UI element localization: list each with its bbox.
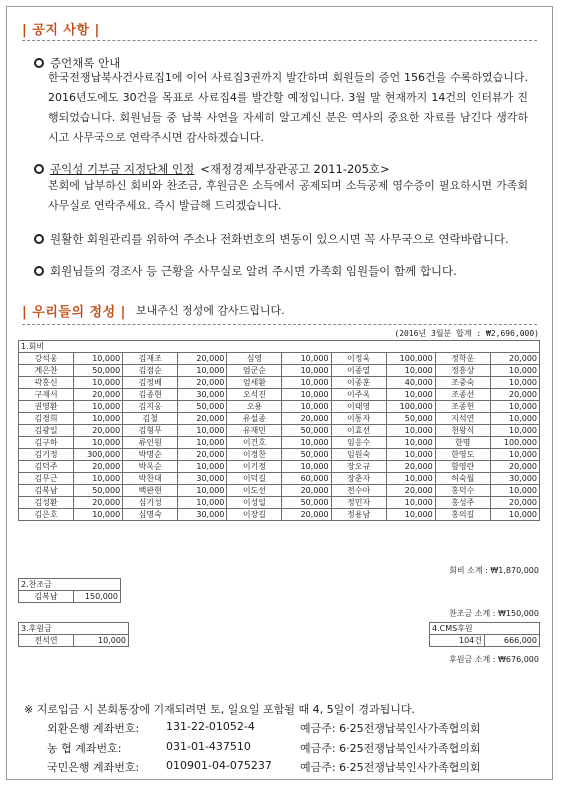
donor-amount: 20,000	[74, 497, 123, 509]
donor-name: 류인원	[123, 437, 178, 449]
donor-name: 박옥순	[123, 461, 178, 473]
donor-name: 이태영	[331, 401, 386, 413]
donor-amount: 10,000	[282, 365, 331, 377]
donor-amount: 10,000	[178, 425, 227, 437]
donor-name: 정학운	[435, 353, 490, 365]
donor-amount: 10,000	[386, 389, 435, 401]
notice-item-4-head: 회원님들의 경조사 등 근황을 사무실로 알려 주시면 가족회 임원들이 함께 합니다.	[50, 264, 457, 278]
donor-name: 유설종	[227, 413, 282, 425]
donor-name: 이통자	[331, 413, 386, 425]
donor-name: 천왕식	[435, 425, 490, 437]
donor-amount: 30,000	[178, 509, 227, 521]
donor-name: 홍덕수	[435, 485, 490, 497]
notice-item-1-head: 증언채록 안내	[50, 56, 121, 70]
donor-amount: 50,000	[282, 497, 331, 509]
donor-name: 임응수	[331, 437, 386, 449]
donor-name: 이주옥	[331, 389, 386, 401]
table-row	[19, 461, 540, 473]
table-row	[19, 377, 540, 389]
donor-name: 전수아	[331, 485, 386, 497]
donor-name: 김점순	[123, 365, 178, 377]
donor-name: 함영란	[435, 461, 490, 473]
donor-name: 김광일	[19, 425, 74, 437]
notice-item-2-body: 본회에 납부하신 회비와 찬조금, 후원금은 소득에서 공제되며 소득공제 영수증이 필요하시면 가족회 사무실로 연락주세요. 즉시 발급해 드리겠습니다.	[48, 179, 528, 212]
donor-name: 이덕길	[227, 473, 282, 485]
donor-amount: 10,000	[490, 509, 539, 521]
table-row	[19, 401, 540, 413]
donor-name: 이도선	[227, 485, 282, 497]
donor-amount: 10,000	[178, 365, 227, 377]
donor-amount: 10,000	[490, 365, 539, 377]
notice-item-3-head: 원활한 회원관리를 위하여 주소나 전화번호의 변동이 있으시면 꼭 사무국으로 연락바랍니다.	[50, 232, 509, 246]
donor-name: 이경찬	[227, 449, 282, 461]
donor-name: 이종열	[331, 365, 386, 377]
donor-name: 구재서	[19, 389, 74, 401]
donor-amount: 10,000	[386, 425, 435, 437]
donor-amount: 10,000	[282, 401, 331, 413]
donor-amount: 100,000	[386, 353, 435, 365]
donor-name: 계은찬	[19, 365, 74, 377]
sponsorship-total: 찬조금 소계 : ₩150,000	[449, 609, 539, 618]
account-3-holder: 예금주: 6·25전쟁납북인사가족협의회	[300, 761, 481, 774]
donor-amount: 40,000	[386, 377, 435, 389]
donor-amount: 10,000	[74, 509, 123, 521]
donor-name: 정흥상	[435, 365, 490, 377]
account-1-number: 131-22-01052-4	[166, 720, 255, 733]
donor-amount: 10,000	[74, 401, 123, 413]
table-row	[19, 437, 540, 449]
donor-amount: 30,000	[490, 473, 539, 485]
table-row	[19, 365, 540, 377]
donor-name: 허숙월	[435, 473, 490, 485]
donor-amount: 10,000	[282, 377, 331, 389]
donor-amount: 20,000	[282, 485, 331, 497]
donor-amount: 50,000	[386, 413, 435, 425]
donor-name: 김경희	[19, 413, 74, 425]
donor-amount: 30,000	[178, 389, 227, 401]
table-row	[19, 449, 540, 461]
donor-amount: 100,000	[490, 437, 539, 449]
support-table	[18, 622, 540, 647]
donor-amount: 20,000	[178, 449, 227, 461]
sponsor-name: 김복남	[19, 591, 74, 603]
sponsor-amount: 150,000	[74, 591, 121, 603]
donor-name: 김형무	[123, 425, 178, 437]
bullet-icon	[34, 58, 44, 68]
donor-name: 심영	[227, 353, 282, 365]
donor-name: 장춘자	[331, 473, 386, 485]
donor-amount: 50,000	[74, 485, 123, 497]
donor-name: 한명	[435, 437, 490, 449]
donations-title: | 우리들의 정성 |	[22, 305, 126, 320]
membership-label: 1.회비	[19, 341, 540, 353]
donor-amount: 10,000	[490, 377, 539, 389]
donor-amount: 10,000	[282, 389, 331, 401]
account-3-bank: 국민은행 계좌번호:	[47, 761, 140, 774]
donor-name: 김재조	[123, 353, 178, 365]
donor-name: 심기성	[123, 497, 178, 509]
donor-amount: 10,000	[386, 509, 435, 521]
notice-item-4	[34, 263, 457, 279]
donor-name: 조종선	[435, 389, 490, 401]
account-1-bank: 외환은행 계좌번호:	[47, 722, 140, 735]
donor-amount: 10,000	[74, 473, 123, 485]
donor-name: 오용	[227, 401, 282, 413]
donor-name: 김복남	[19, 485, 74, 497]
donor-amount: 50,000	[282, 425, 331, 437]
donor-name: 유재민	[227, 425, 282, 437]
donor-amount: 10,000	[178, 485, 227, 497]
donations-divider	[22, 324, 537, 325]
donor-amount: 20,000	[74, 389, 123, 401]
donor-name: 이기정	[227, 461, 282, 473]
donor-amount: 20,000	[74, 425, 123, 437]
donor-amount: 20,000	[490, 389, 539, 401]
table-row	[19, 389, 540, 401]
donor-name: 심명숙	[123, 509, 178, 521]
account-2-bank: 농 협 계좌번호:	[47, 742, 122, 755]
account-3-number: 010901-04-075237	[166, 759, 272, 772]
donor-amount: 300,000	[74, 449, 123, 461]
donor-amount: 10,000	[74, 377, 123, 389]
table-row	[19, 497, 540, 509]
donor-amount: 10,000	[282, 437, 331, 449]
account-2-number: 031-01-437510	[166, 740, 251, 753]
donor-amount: 10,000	[386, 449, 435, 461]
support-label: 3.후원금	[19, 623, 129, 635]
donor-amount: 20,000	[74, 461, 123, 473]
donor-amount: 10,000	[178, 461, 227, 473]
donor-amount: 50,000	[282, 449, 331, 461]
table-row	[19, 509, 540, 521]
donor-name: 이효선	[331, 425, 386, 437]
donor-amount: 20,000	[386, 485, 435, 497]
notice-item-2-note: <재정경제부장관공고 2011-205호>	[200, 162, 390, 176]
notice-item-3	[34, 231, 509, 247]
donor-name: 이건호	[227, 437, 282, 449]
donor-name: 김무근	[19, 473, 74, 485]
donor-amount: 10,000	[490, 413, 539, 425]
cms-count: 104건	[430, 635, 485, 647]
donor-name: 오석진	[227, 389, 282, 401]
bullet-icon	[34, 266, 44, 276]
donor-amount: 10,000	[386, 497, 435, 509]
donor-name: 엄군순	[227, 365, 282, 377]
donor-name: 조종헌	[435, 401, 490, 413]
bullet-icon	[34, 234, 44, 244]
donor-amount: 100,000	[386, 401, 435, 413]
donor-amount: 20,000	[178, 377, 227, 389]
donor-amount: 10,000	[386, 473, 435, 485]
donor-name: 정용남	[331, 509, 386, 521]
donor-amount: 10,000	[490, 449, 539, 461]
cms-amount: 666,000	[485, 635, 540, 647]
donor-name: 홍의길	[435, 509, 490, 521]
donor-name: 권영환	[19, 401, 74, 413]
notice-item-2	[34, 161, 390, 177]
sponsorship-table	[18, 578, 121, 603]
table-row	[19, 485, 540, 497]
donor-amount: 20,000	[178, 353, 227, 365]
donor-amount: 20,000	[386, 461, 435, 473]
donor-name: 엄세환	[227, 377, 282, 389]
donor-amount: 60,000	[282, 473, 331, 485]
donor-amount: 10,000	[490, 425, 539, 437]
donor-name: 김철	[123, 413, 178, 425]
donor-name: 곽홍신	[19, 377, 74, 389]
donor-amount: 10,000	[386, 365, 435, 377]
donor-name: 이장길	[227, 509, 282, 521]
notice-item-2-head: 공익성 기부금 지정단체 인정	[50, 162, 195, 176]
membership-total: 회비 소계 : ₩1,870,000	[449, 566, 539, 575]
notice-title: | 공지 사항 |	[22, 23, 100, 38]
donor-amount: 20,000	[490, 497, 539, 509]
donor-amount: 10,000	[282, 353, 331, 365]
cms-label: 4.CMS후원	[430, 623, 540, 635]
donor-name: 이종훈	[331, 377, 386, 389]
donor-name: 임원숙	[331, 449, 386, 461]
sponsorship-label: 2.찬조금	[19, 579, 121, 591]
donor-name: 박찬대	[123, 473, 178, 485]
notice-item-1-body: 한국전쟁납북사건사료집1에 이어 사료집3권까지 발간하며 회원들의 증언 156건을 수록하였습니다. 2016년도에도 30건을 목표로 사료집4를 발간할 예정입니다. 3월 말 현재까지 14건의 인터뷰가 진행되었습니다. 회원님들 중 납북 사연을 자세히 알고계신 분은 역사의 중요한 자료를 남긴다 생각하시고 사무국으로 연락주시면 감사하겠습니다.	[48, 71, 528, 144]
donor-amount: 20,000	[490, 353, 539, 365]
donor-amount: 50,000	[74, 365, 123, 377]
donor-name: 장오규	[331, 461, 386, 473]
donor-name: 김덕주	[19, 461, 74, 473]
account-2-holder: 예금주: 6·25전쟁납북인사가족협의회	[300, 742, 481, 755]
donor-amount: 10,000	[178, 437, 227, 449]
table-row	[19, 425, 540, 437]
table-row	[19, 413, 540, 425]
support-name: 전석연	[19, 635, 74, 647]
donor-name: 김구하	[19, 437, 74, 449]
donor-amount: 10,000	[74, 437, 123, 449]
donor-name: 김지웅	[123, 401, 178, 413]
donor-amount: 10,000	[282, 461, 331, 473]
donor-name: 강석웅	[19, 353, 74, 365]
donor-name: 조중숙	[435, 377, 490, 389]
donor-name: 홍성주	[435, 497, 490, 509]
donor-amount: 50,000	[178, 401, 227, 413]
bullet-icon	[34, 164, 44, 174]
donor-amount: 10,000	[490, 485, 539, 497]
table-row	[19, 473, 540, 485]
donor-name: 정민자	[331, 497, 386, 509]
donor-name: 한영도	[435, 449, 490, 461]
donor-name: 이성일	[227, 497, 282, 509]
donor-name: 김정배	[123, 377, 178, 389]
donor-name: 김은호	[19, 509, 74, 521]
donor-amount: 20,000	[282, 413, 331, 425]
donor-name: 지석연	[435, 413, 490, 425]
donor-name: 백완현	[123, 485, 178, 497]
table-row	[19, 353, 540, 365]
footer-note: ※ 지로입금 시 본회통장에 기재되려면 토, 일요일 포함될 때 4, 5일이 경과됩니다.	[24, 703, 415, 716]
membership-table	[18, 340, 540, 521]
donor-amount: 10,000	[490, 401, 539, 413]
donor-name: 김종현	[123, 389, 178, 401]
donor-name: 김성환	[19, 497, 74, 509]
donor-name: 박명순	[123, 449, 178, 461]
donations-subtitle: 보내주신 정성에 감사드립니다.	[136, 304, 285, 317]
donor-amount: 10,000	[386, 437, 435, 449]
support-amount: 10,000	[74, 635, 129, 647]
donations-summary: (2016년 3월분 합계 : ₩2,696,000)	[394, 329, 539, 338]
notice-divider	[22, 40, 537, 41]
donor-amount: 10,000	[74, 353, 123, 365]
donor-name: 김기정	[19, 449, 74, 461]
donor-amount: 30,000	[178, 473, 227, 485]
donor-amount: 20,000	[178, 413, 227, 425]
donor-amount: 10,000	[178, 497, 227, 509]
account-1-holder: 예금주: 6·25전쟁납북인사가족협의회	[300, 722, 481, 735]
donor-name: 이정욱	[331, 353, 386, 365]
donor-amount: 10,000	[74, 413, 123, 425]
donor-amount: 20,000	[282, 509, 331, 521]
support-total: 후원금 소계 : ₩676,000	[449, 655, 539, 664]
donor-amount: 20,000	[490, 461, 539, 473]
